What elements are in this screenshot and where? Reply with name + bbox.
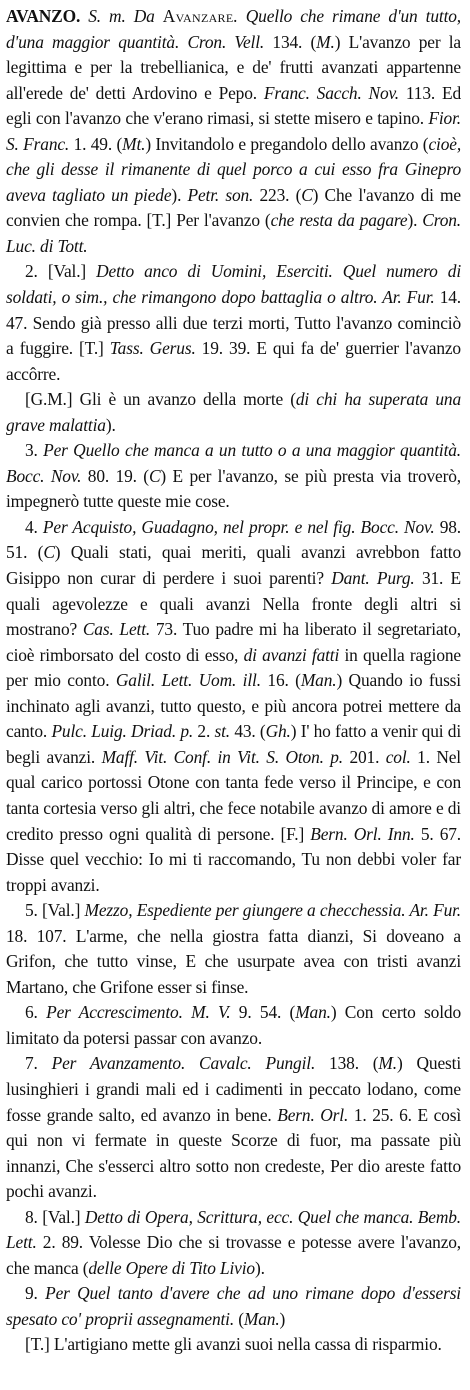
- italic-text: Petr. son.: [187, 184, 254, 205]
- body-text: 134. (: [264, 31, 317, 52]
- body-text: ) Questi lusinghieri i grandi mali ed i cadimenti in peccato lodano, come fosse grande salto, ed avanzo in bene.: [6, 1053, 462, 1125]
- entry-paragraph-sense-5: [6, 898, 461, 1000]
- dictionary-entry-avanzo: [6, 4, 461, 1358]
- body-text: 1. 49. (: [69, 133, 123, 154]
- italic-text: . Quello che rimane d'un tutto, d'una maggior quantità. Cron. Vell.: [6, 6, 461, 52]
- italic-text: Man.: [243, 1308, 280, 1329]
- entry-paragraph-sense-3: [6, 438, 461, 515]
- italic-text: Mezzo, Espediente per giungere a checchessia. Ar. Fur.: [84, 900, 461, 921]
- body-text: 9.: [25, 1283, 46, 1304]
- body-text: ) L'avanzo per la legittima e per la trebellianica, e de' frutti avanzati appartenne all'erede de' detti Ardovino e Pepo.: [6, 31, 462, 103]
- body-text: 6.: [25, 1002, 47, 1023]
- entry-paragraph-sense-9-t: [6, 1332, 461, 1358]
- body-text: 138. (: [315, 1053, 379, 1074]
- italic-text: Per Quel tanto d'avere che ad uno rimane dopo d'essersi spesato co' proprii assegnamenti.: [6, 1283, 461, 1329]
- italic-text: Bern. Orl.: [277, 1104, 349, 1125]
- body-text: 1. 25. 6. E così qui non vi fermate in queste Scorze di fuor, ma passate più innanzi, Che s'esserci altro sotto non credeste, Per dio areste fatto pochi avanzi.: [6, 1104, 462, 1202]
- italic-text: Cron. Luc. di Tott.: [6, 210, 461, 256]
- italic-text: M.: [316, 31, 335, 52]
- body-text: 80. 19. (: [81, 465, 149, 486]
- body-text: ) E per l'avanzo, se più presta via troverò, impegnerò tutte queste mie cose.: [6, 465, 461, 512]
- body-text: 113. Ed egli con l'avanzo che v'erano rimasi, si stette misero e tapino.: [6, 82, 461, 129]
- italic-text: delle Opere di Tito Livio: [88, 1257, 255, 1278]
- body-text: 18. 107. L'arme, che nella giostra fatta dianzi, Si doveano a Grifon, che tutto vinse, E che usurpate avea con tristi avanzi Martano, che Grifone esser si finse.: [6, 925, 461, 997]
- entry-paragraph-sense-7: [6, 1051, 461, 1204]
- entry-paragraph-sense-6: [6, 1000, 461, 1051]
- body-text: 3.: [25, 440, 44, 461]
- body-text: ).: [407, 210, 423, 231]
- italic-text: col.: [385, 746, 411, 767]
- italic-text: Per Quello che manca a un tutto o a una maggior quantità. Bocc. Nov.: [6, 440, 461, 486]
- body-text: 16. (: [260, 670, 301, 691]
- body-text: [G.M.] Gli è un avanzo della morte (: [25, 389, 296, 410]
- body-text: 7.: [25, 1053, 52, 1074]
- italic-text: cioè, che gli desse il rimanente di quel porco a cui esso fra Ginepro aveva tagliato un piede: [6, 133, 462, 205]
- italic-text: Pulc. Luig. Driad. p.: [51, 721, 194, 742]
- entry-paragraph-sense-9: [6, 1281, 461, 1332]
- body-text: 31. E quali agevolezze e quali avanzi Nella fronte degli altri si mostrano?: [6, 568, 462, 640]
- body-text: ) Che l'avanzo di me convien che rompa. [T.] Per l'avanzo (: [6, 184, 461, 231]
- body-text: 5. [Val.]: [25, 900, 85, 921]
- italic-text: Per Acquisto, Guadagno, nel propr. e nel fig. Bocc. Nov.: [42, 516, 435, 537]
- body-text: ).: [105, 414, 116, 435]
- italic-text: Dant. Purg.: [331, 568, 415, 589]
- italic-text: M.: [378, 1053, 397, 1074]
- body-text: ).: [254, 1257, 265, 1278]
- body-text: 19. 39. E qui fa de' guerrier l'avanzo accôrre.: [6, 338, 461, 384]
- italic-text: Gh.: [265, 721, 291, 742]
- italic-text: Man.: [300, 670, 337, 691]
- body-text: in quella ragione per mio conto.: [6, 644, 461, 691]
- italic-text: Tass. Gerus.: [109, 338, 196, 359]
- entry-paragraph-sense-8: [6, 1205, 461, 1282]
- body-text: ) Quali stati, quai meriti, quali avanzi avrebbon fatto Gisippo non curar di perdere i suoi parenti?: [6, 542, 461, 589]
- body-text: 73. Tuo padre mi ha liberato il segretariato, cioè rimborsato del costo di esso,: [6, 619, 461, 665]
- body-text: ).: [171, 184, 188, 205]
- italic-text: Cas. Lett.: [82, 619, 151, 640]
- italic-text: di avanzi fatti: [243, 644, 340, 665]
- italic-text: Franc. Sacch. Nov.: [263, 82, 400, 103]
- italic-text: C: [43, 542, 55, 563]
- body-text: ) Con certo soldo limitato da potersi passar con avanzo.: [6, 1002, 461, 1048]
- italic-text: S. m. Da: [80, 6, 163, 26]
- italic-text: st.: [214, 721, 230, 742]
- entry-paragraph-sense-4: [6, 515, 461, 898]
- italic-text: Bern. Orl. Inn.: [310, 823, 415, 844]
- entry-paragraph-sense-gm: [6, 387, 461, 438]
- entry-paragraph-sense-2: [6, 259, 461, 387]
- body-text: ) Invitandolo e pregandolo dello avanzo (: [145, 133, 429, 154]
- italic-text: Man.: [295, 1002, 331, 1023]
- italic-text: che resta da pagare: [270, 210, 408, 231]
- italic-text: C: [301, 184, 313, 205]
- italic-text: C: [148, 465, 161, 486]
- body-text: 98. 51. (: [6, 516, 461, 563]
- body-text: 201.: [343, 746, 386, 767]
- body-text: 2. [Val.]: [25, 261, 97, 282]
- body-text: 8. [Val.]: [25, 1206, 85, 1227]
- body-text: 223. (: [253, 184, 302, 205]
- italic-text: Per Avanzamento. Cavalc. Pungil.: [51, 1053, 316, 1074]
- body-text: 14. 47. Sendo già presso alli due terzi morti, Tutto l'avanzo cominciò a fuggire. [T.]: [6, 287, 461, 359]
- body-text: (: [234, 1308, 244, 1329]
- italic-text: Mt.: [122, 133, 146, 154]
- body-text: 1. Nel qual carico portossi Otone con tanta fede verso il Principe, e con tanta cortesia verso gli altri, che fece notabile avanzo di amore e di credito presso ogni qualità di persone. [F.]: [6, 746, 461, 844]
- body-text: [T.] L'artigiano mette gli avanzi suoi nella cassa di risparmio.: [25, 1334, 442, 1355]
- body-text: 2.: [193, 721, 215, 742]
- italic-text: Detto anco di Uomini, Eserciti. Quel numero di soldati, o sim., che rimangono dopo battaglia o altro. Ar. Fur.: [6, 261, 461, 308]
- italic-text: di chi ha superata una grave malattia: [6, 389, 461, 435]
- small-caps-text: Avanzare: [162, 6, 234, 26]
- italic-text: Galil. Lett. Uom. ill.: [115, 670, 261, 691]
- body-text: ) Quando io fussi inchinato agli avanzi, tutto questo, e più ancora potrei mettere da canto.: [6, 670, 461, 742]
- body-text: 4.: [25, 516, 43, 537]
- italic-text: Per Accrescimento. M. V.: [46, 1002, 231, 1023]
- body-text: 5. 67. Disse quel vecchio: Io mi ti raccomando, Tu non debbi voler far troppi avanzi.: [6, 823, 461, 895]
- italic-text: Maff. Vit. Conf. in Vit. S. Oton. p.: [101, 746, 344, 767]
- body-text: ) I' ho fatto a venir qui di begli avanzi.: [6, 721, 462, 767]
- italic-text: Fior. S. Franc.: [6, 108, 461, 154]
- body-text: 9. 54. (: [230, 1002, 296, 1023]
- body-text: 43. (: [230, 721, 266, 742]
- entry-paragraph-head: [6, 4, 461, 259]
- body-text: 2. 89. Volesse Dio che si trovasse e potesse avere l'avanzo, che manca (: [6, 1232, 461, 1278]
- body-text: ): [279, 1308, 286, 1329]
- italic-text: Detto di Opera, Scrittura, ecc. Quel che manca. Bemb. Lett.: [6, 1206, 461, 1253]
- headword: AVANZO.: [6, 6, 81, 26]
